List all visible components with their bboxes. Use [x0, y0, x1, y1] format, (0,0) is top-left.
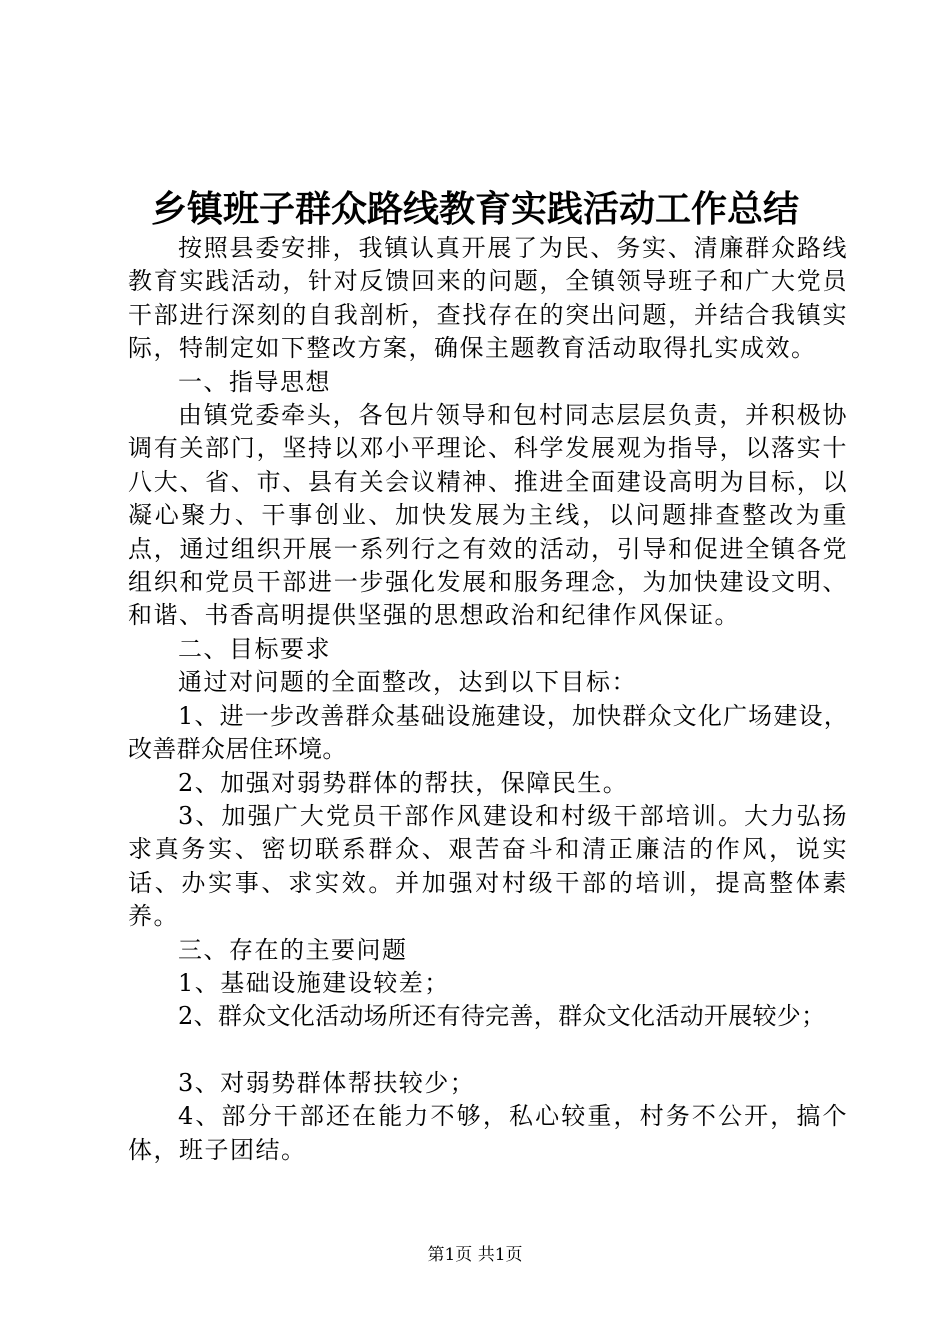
- blank-line: [128, 1034, 848, 1067]
- document-body: [128, 232, 848, 1167]
- goal-item-3: 3、加强广大党员干部作风建设和村级干部培训。大力弘扬求真务实、密切联系群众、艰苦奋斗和清正廉洁的作风，说实话、办实事、求实效。并加强对村级干部的培训，提高整体素养。: [128, 801, 848, 931]
- problem-item-4: 4、部分干部还在能力不够，私心较重，村务不公开，搞个体，班子团结。: [128, 1102, 848, 1164]
- paragraph-guiding-thought: 由镇党委牵头，各包片领导和包村同志层层负责，并积极协调有关部门，坚持以邓小平理论、科学发展观为指导，以落实十八大、省、市、县有关会议精神、推进全面建设高明为目标，以凝心聚力、干事创业、加快发展为主线，以问题排查整改为重点，通过组织开展一系列行之有效的活动，引导和促进全镇各党组织和党员干部进一步强化发展和服务理念，为加快建设文明、和谐、书香高明提供坚强的思想政治和纪律作风保证。: [128, 401, 848, 630]
- problem-item-1: 1、基础设施建设较差；: [178, 968, 450, 997]
- goal-item-2: 2、加强对弱势群体的帮扶，保障民生。: [178, 768, 629, 797]
- goal-item-1: 1、进一步改善群众基础设施建设，加快群众文化广场建设，改善群众居住环境。: [128, 701, 848, 764]
- paragraph-intro: 按照县委安排，我镇认真开展了为民、务实、清廉群众路线教育实践活动，针对反馈回来的问题，全镇领导班子和广大党员干部进行深刻的自我剖析，查找存在的突出问题，并结合我镇实际，特制定如下整改方案，确保主题教育活动取得扎实成效。: [128, 234, 848, 363]
- document-title: 乡镇班子群众路线教育实践活动工作总结: [150, 188, 799, 230]
- problem-item-3: 3、对弱势群体帮扶较少；: [178, 1068, 476, 1097]
- section-heading-guiding-thought: 一、指导思想: [178, 367, 331, 396]
- paragraph-goals-intro: 通过对问题的全面整改，达到以下目标：: [178, 668, 637, 697]
- section-heading-goals: 二、目标要求: [178, 634, 331, 663]
- page-footer: 第1页 共1页: [427, 1245, 523, 1265]
- section-heading-problems: 三、存在的主要问题: [178, 935, 408, 964]
- problem-item-2: 2、群众文化活动场所还有待完善，群众文化活动开展较少；: [178, 1002, 826, 1031]
